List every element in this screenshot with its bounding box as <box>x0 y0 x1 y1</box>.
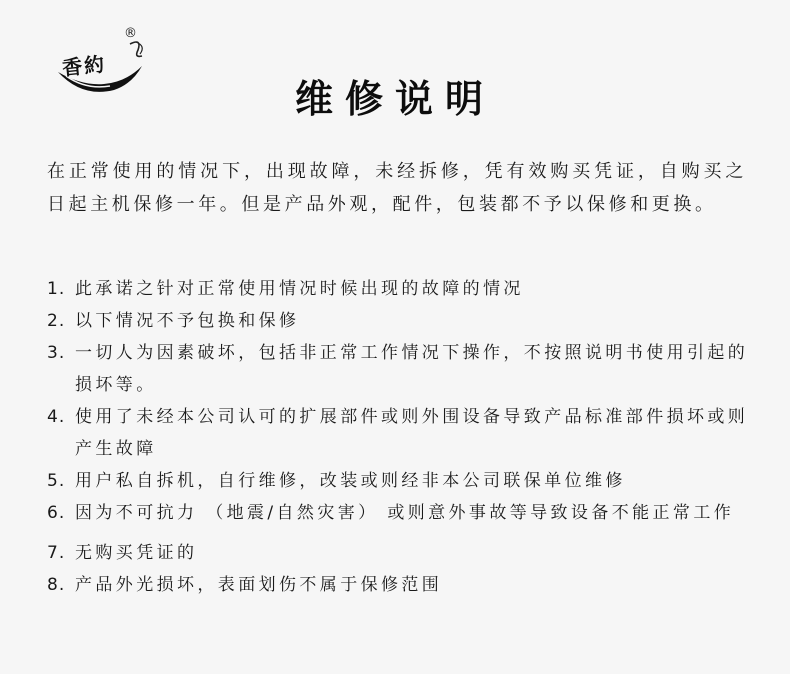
item-text: 以下情况不予包换和保修 <box>75 311 300 331</box>
page-title: 维修说明 <box>294 77 495 121</box>
registered-mark: ® <box>124 26 137 41</box>
list-item <box>47 337 752 401</box>
list-item <box>47 401 752 465</box>
conditions-list <box>47 273 752 601</box>
list-item <box>47 273 752 305</box>
item-text: 无购买凭证的 <box>75 543 198 563</box>
list-item <box>47 497 752 529</box>
item-text: 产品外光损坏，表面划伤不属于保修范围 <box>75 575 443 595</box>
list-item <box>47 569 752 601</box>
item-text: 用户私自拆机，自行维修，改装或则经非本公司联保单位维修 <box>75 471 626 491</box>
list-item <box>47 465 752 497</box>
item-text: 因为不可抗力 （地震/自然灾害） 或则意外事故等导致设备不能正常工作 <box>75 503 735 523</box>
item-number: 3. <box>47 343 66 363</box>
list-item <box>47 537 752 569</box>
item-number: 1. <box>47 279 66 299</box>
list-item <box>47 305 752 337</box>
item-number: 4. <box>47 407 66 427</box>
item-number: 2. <box>47 311 66 331</box>
item-text: 使用了未经本公司认可的扩展部件或则外围设备导致产品标准部件损坏或则产生故障 <box>75 407 749 459</box>
intro-paragraph: 在正常使用的情况下，出现故障，未经拆修，凭有效购买凭证，自购买之日起主机保修一年。但是产品外观，配件，包装都不予以保修和更换。 <box>47 161 747 215</box>
logo-text: 香約 <box>61 51 108 81</box>
item-number: 8. <box>47 575 66 595</box>
item-text: 此承诺之针对正常使用情况时候出现的故障的情况 <box>75 279 524 299</box>
item-number: 5. <box>47 471 66 491</box>
item-number: 7. <box>47 543 66 563</box>
item-text: 一切人为因素破坏，包括非正常工作情况下操作，不按照说明书使用引起的损坏等。 <box>75 343 749 395</box>
item-number: 6. <box>47 503 66 523</box>
